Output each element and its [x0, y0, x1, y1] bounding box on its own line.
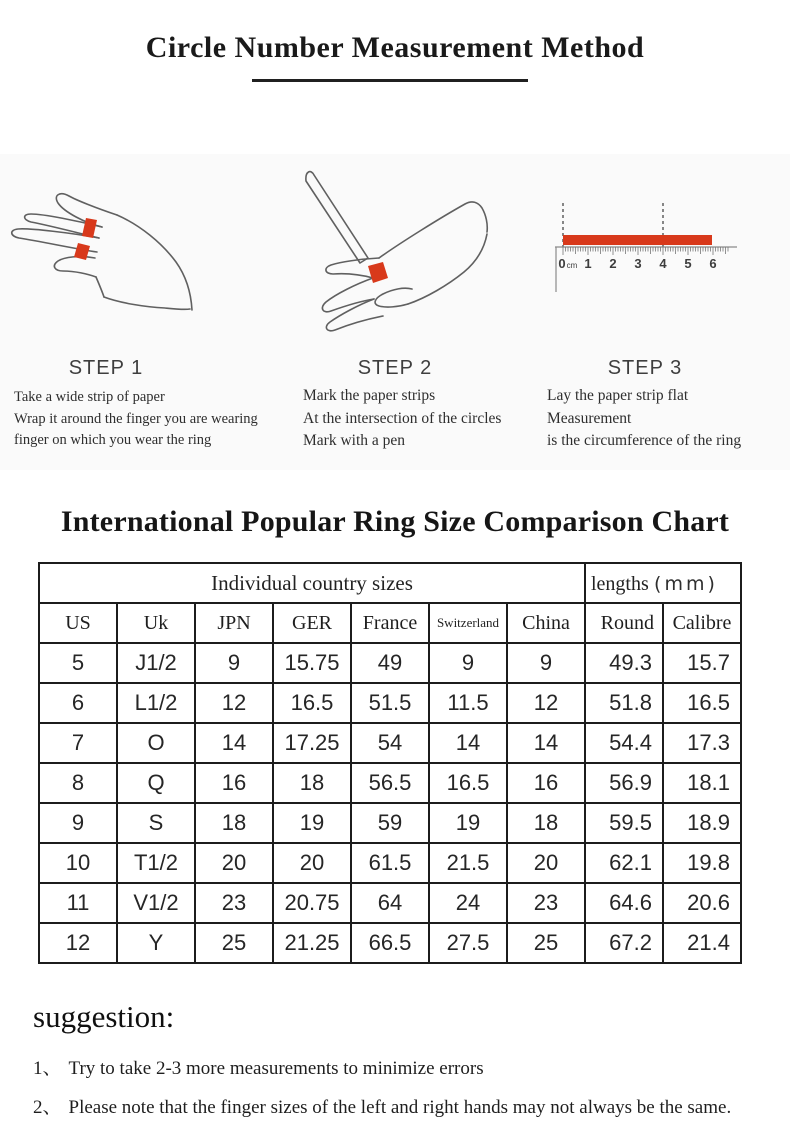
size-cell: 59.5	[585, 803, 663, 843]
size-cell: 64	[351, 883, 429, 923]
size-cell: V1/2	[117, 883, 195, 923]
size-cell: 66.5	[351, 923, 429, 963]
size-cell: 20	[507, 843, 585, 883]
ruler-number: 5	[684, 256, 692, 271]
size-cell: 64.6	[585, 883, 663, 923]
step-1-description	[14, 387, 276, 452]
size-cell: 18.1	[663, 763, 741, 803]
size-cell: 24	[429, 883, 507, 923]
step-3-label: STEP 3	[607, 357, 683, 379]
size-cell: 20	[273, 843, 351, 883]
step-1-line-2: Wrap it around the finger you are wearing	[14, 410, 258, 427]
size-cell: 19	[273, 803, 351, 843]
table-row	[39, 763, 741, 803]
size-cell: 7	[39, 723, 117, 763]
suggestion-item-2-number: 2、	[33, 1097, 62, 1118]
size-cell: 25	[195, 923, 273, 963]
col-header-france: France	[351, 603, 429, 643]
size-cell: Q	[117, 763, 195, 803]
size-cell: 56.9	[585, 763, 663, 803]
suggestion-item-1-number: 1、	[33, 1058, 62, 1079]
size-cell: 19	[429, 803, 507, 843]
table-row	[39, 843, 741, 883]
size-cell: 21.5	[429, 843, 507, 883]
table-row	[39, 723, 741, 763]
table-row	[39, 803, 741, 843]
page-title: Circle Number Measurement Method	[145, 31, 645, 64]
size-cell: 49	[351, 643, 429, 683]
size-cell: 14	[507, 723, 585, 763]
size-cell: 18	[273, 763, 351, 803]
size-cell: 19.8	[663, 843, 741, 883]
size-cell: 17.25	[273, 723, 351, 763]
col-header-us: US	[39, 603, 117, 643]
suggestion-item-1	[33, 1053, 788, 1080]
size-cell: 17.3	[663, 723, 741, 763]
size-cell: 61.5	[351, 843, 429, 883]
size-cell: T1/2	[117, 843, 195, 883]
size-cell: 11	[39, 883, 117, 923]
suggestion-item-2-text: Please note that the finger sizes of the left and right hands may not always be the same.	[68, 1097, 732, 1118]
pen-illustration	[306, 172, 368, 263]
size-cell: 51.8	[585, 683, 663, 723]
paper-strip-mark	[368, 262, 388, 283]
mm-unit-label: (mm)	[654, 572, 718, 595]
size-cell: 5	[39, 643, 117, 683]
size-cell: 12	[507, 683, 585, 723]
col-header-round: Round	[585, 603, 663, 643]
size-cell: O	[117, 723, 195, 763]
size-cell: 9	[39, 803, 117, 843]
size-cell: 14	[195, 723, 273, 763]
size-cell: 18	[507, 803, 585, 843]
suggestion-heading: suggestion:	[33, 999, 175, 1034]
size-cell: J1/2	[117, 643, 195, 683]
size-cell: 20.75	[273, 883, 351, 923]
step-3-line-1: Lay the paper strip flat	[547, 387, 689, 404]
size-cell: 27.5	[429, 923, 507, 963]
step-2-line-2: At the intersection of the circles	[303, 409, 502, 427]
size-cell: 18.9	[663, 803, 741, 843]
size-cell: 16.5	[273, 683, 351, 723]
size-cell: 67.2	[585, 923, 663, 963]
lengths-group-header	[585, 563, 741, 603]
ruler-number: 0	[558, 256, 566, 271]
size-cell: 15.75	[273, 643, 351, 683]
size-cell: 10	[39, 843, 117, 883]
size-cell: 16	[507, 763, 585, 803]
step-2-description	[303, 385, 538, 453]
col-header-jpn: JPN	[195, 603, 273, 643]
ruler-number: 1	[584, 256, 592, 271]
size-cell: 49.3	[585, 643, 663, 683]
ruler-ticks	[563, 247, 728, 255]
table-row	[39, 923, 741, 963]
ruler-numbers	[558, 256, 716, 271]
size-cell: 12	[39, 923, 117, 963]
ruler-illustration	[545, 195, 745, 300]
step-3-description	[547, 385, 790, 453]
size-cell: 9	[507, 643, 585, 683]
col-header-switzerland: Switzerland	[429, 603, 507, 643]
size-cell: 54	[351, 723, 429, 763]
step-2-label: STEP 2	[357, 357, 433, 379]
col-header-calibre: Calibre	[663, 603, 741, 643]
ruler-number: 3	[634, 256, 642, 271]
size-cell: 62.1	[585, 843, 663, 883]
ruler-number: 4	[659, 256, 667, 271]
size-cell: L1/2	[117, 683, 195, 723]
ruler-number: 6	[709, 256, 717, 271]
size-cell: 6	[39, 683, 117, 723]
size-cell: 20	[195, 843, 273, 883]
size-cell: 16.5	[429, 763, 507, 803]
size-cell: 21.25	[273, 923, 351, 963]
size-cell: 8	[39, 763, 117, 803]
size-cell: 18	[195, 803, 273, 843]
size-cell: 9	[429, 643, 507, 683]
step-2-line-3: Mark with a pen	[303, 432, 406, 449]
size-cell: 12	[195, 683, 273, 723]
size-cell: 56.5	[351, 763, 429, 803]
col-header-china: China	[507, 603, 585, 643]
size-cell: 15.7	[663, 643, 741, 683]
ruler-unit-label: cm	[566, 261, 578, 270]
lengths-label: lengths	[591, 572, 649, 595]
size-cell: 25	[507, 923, 585, 963]
table-row	[39, 643, 741, 683]
table-row	[39, 683, 741, 723]
size-cell: 20.6	[663, 883, 741, 923]
size-cell: 23	[195, 883, 273, 923]
size-cell: 54.4	[585, 723, 663, 763]
paper-strip-on-ruler	[563, 235, 712, 245]
size-cell: 16.5	[663, 683, 741, 723]
size-cell: 14	[429, 723, 507, 763]
table-group-header-row	[39, 563, 741, 603]
size-cell: 51.5	[351, 683, 429, 723]
size-cell: 9	[195, 643, 273, 683]
size-cell: 11.5	[429, 683, 507, 723]
suggestion-item-2	[33, 1092, 788, 1119]
size-cell: 21.4	[663, 923, 741, 963]
step-3-line-3: is the circumference of the ring	[547, 432, 742, 449]
table-row	[39, 883, 741, 923]
comparison-chart-title: International Popular Ring Size Comparison Chart	[60, 505, 730, 538]
size-cell: 59	[351, 803, 429, 843]
ruler-number: 2	[609, 256, 617, 271]
title-underline	[252, 79, 528, 82]
country-sizes-group-header: Individual country sizes	[39, 563, 585, 603]
col-header-ger: GER	[273, 603, 351, 643]
step-1-line-3: finger on which you wear the ring	[14, 432, 212, 448]
hand-paper-strip-illustration	[0, 158, 240, 358]
ring-size-table	[38, 562, 742, 964]
step-1-line-1: Take a wide strip of paper	[14, 389, 165, 405]
size-cell: 23	[507, 883, 585, 923]
step-2-line-1: Mark the paper strips	[303, 387, 436, 404]
size-cell: 16	[195, 763, 273, 803]
size-cell: Y	[117, 923, 195, 963]
table-column-header-row	[39, 603, 741, 643]
hand-pen-marking-illustration	[280, 158, 520, 358]
col-header-uk: Uk	[117, 603, 195, 643]
step-1-label: STEP 1	[68, 357, 144, 379]
step-3-line-2: Measurement	[547, 409, 632, 427]
size-table-body	[39, 643, 741, 963]
size-cell: S	[117, 803, 195, 843]
suggestion-item-1-text: Try to take 2-3 more measurements to minimize errors	[68, 1058, 484, 1079]
